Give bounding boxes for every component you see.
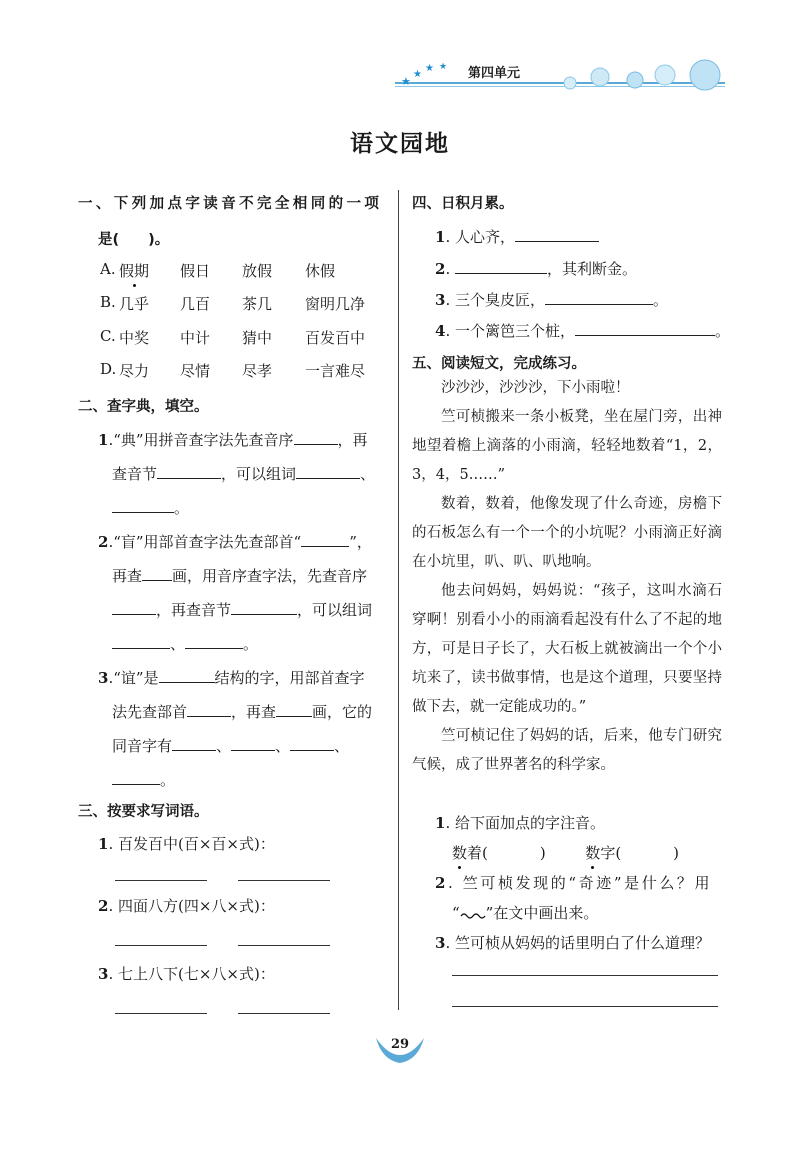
answer-blank[interactable] xyxy=(112,632,170,649)
q2-item-3-line-1: 3.“谊”是 结构的字，用部首查字 xyxy=(98,666,365,688)
q2-item-3-line-4: 。 xyxy=(112,768,175,790)
option-word: 尽孝 xyxy=(242,362,273,380)
column-divider xyxy=(398,190,399,1010)
option-word: 中计 xyxy=(180,329,211,347)
answer-line[interactable] xyxy=(115,880,207,881)
answer-line[interactable] xyxy=(452,1006,718,1007)
answer-blank[interactable] xyxy=(187,700,231,717)
svg-text:★: ★ xyxy=(425,63,434,74)
option-word: 休假 xyxy=(305,262,336,280)
stars-icon xyxy=(395,55,455,90)
q4-item-2: 2. ，其利断金。 xyxy=(435,257,637,279)
q2-item-1-line-3: 。 xyxy=(112,496,189,518)
svg-text:★: ★ xyxy=(439,62,448,72)
passage-paragraph: 数着，数着，他像发现了什么奇迹，房檐下的石板怎么有一个一个的小坑呢？小雨滴正好滴在小坑里，叭、叭、叭地响。 xyxy=(412,496,722,570)
option-word: 放假 xyxy=(242,262,273,280)
q4-item-1: 1. 人心齐， xyxy=(435,225,599,247)
answer-line[interactable] xyxy=(238,880,330,881)
dotted-char: 数 xyxy=(452,844,468,862)
svg-text:★: ★ xyxy=(413,69,422,80)
option-word: 几百 xyxy=(180,295,211,313)
answer-blank[interactable] xyxy=(112,768,160,785)
wavy-line-icon xyxy=(460,910,486,920)
option-word: 百发百中 xyxy=(305,329,366,347)
option-a xyxy=(100,260,116,278)
option-word: 几乎 xyxy=(119,295,150,313)
option-c: C. xyxy=(100,327,116,345)
option-word: 猜中 xyxy=(242,329,273,347)
q5-sub-2-line-2: “ ”在文中画出来。 xyxy=(452,904,599,922)
option-word: 尽情 xyxy=(180,362,211,380)
answer-blank[interactable] xyxy=(575,319,715,336)
q2-item-3-line-3: 同音字有 、 、 、 xyxy=(112,734,349,756)
bubbles-decoration xyxy=(560,55,730,100)
unit-title: 第四单元 xyxy=(468,66,521,81)
passage-paragraph: 他去问妈妈，妈妈说：“孩子，这叫水滴石穿啊！别看小小的雨滴看起没有什么了不起的地方，可是日子长了，大石板上就被滴出一个个小坑来了，读书做事情，也是这个道理，只要坚持做下去，就一定能成功的。” xyxy=(412,583,722,715)
q2-item-1-line-1: 1.“典”用拼音查字法先查音序 ，再 xyxy=(98,428,368,450)
q5-sub-3: 3. 竺可桢从妈妈的话里明白了什么道理？ xyxy=(435,934,710,952)
option-word: 茶几 xyxy=(242,295,273,313)
q1-title: 一、下列加点字读音不完全相同的一项 xyxy=(78,196,383,212)
option-word: 假期 xyxy=(119,262,150,280)
option-word: 窗明几净 xyxy=(305,295,366,313)
answer-blank[interactable] xyxy=(159,666,215,683)
q2-item-2-line-2: 再查 画，用音序查字法，先查音序 xyxy=(112,564,367,586)
q3-item-1: 1. 百发百中(百×百×式)： xyxy=(98,835,275,853)
option-d: D. xyxy=(100,360,117,378)
answer-blank[interactable] xyxy=(301,530,349,547)
passage-paragraph: 竺可桢搬来一条小板凳，坐在屋门旁，出神地望着檐上滴落的小雨滴，轻轻地数着“1，2，3，4，5……” xyxy=(412,409,722,483)
q3-title: 三、按要求写词语。 xyxy=(78,804,209,820)
answer-line[interactable] xyxy=(238,945,330,946)
q5-title: 五、阅读短文，完成练习。 xyxy=(412,356,586,372)
q4-title: 四、日积月累。 xyxy=(412,196,514,212)
option-b: B. xyxy=(100,293,116,311)
option-word: 中奖 xyxy=(119,329,150,347)
answer-line[interactable] xyxy=(452,975,718,976)
svg-text:★: ★ xyxy=(401,75,411,88)
answer-blank[interactable] xyxy=(455,257,547,274)
q5-sub-2: 2. 竺可桢发现的“奇迹”是什么？用 xyxy=(435,874,713,892)
q2-item-2-line-3: ，再查音节 ，可以组词 xyxy=(112,598,372,620)
answer-line[interactable] xyxy=(115,1013,207,1014)
q4-item-3: 3. 三个臭皮匠， 。 xyxy=(435,288,668,310)
option-word: 尽力 xyxy=(119,362,150,380)
dotted-char: 数 xyxy=(585,844,601,862)
option-label: A. xyxy=(100,260,116,278)
q3-item-3: 3. 七上八下(七×八×式)： xyxy=(98,965,275,983)
reading-passage xyxy=(412,374,722,780)
q2-item-2-line-4: 、 。 xyxy=(112,632,258,654)
answer-blank[interactable] xyxy=(185,632,243,649)
answer-blank[interactable] xyxy=(157,462,221,479)
q2-item-2-line-1: 2.“盲”用部首查字法先查部首“ ”， xyxy=(98,530,372,552)
answer-blank[interactable] xyxy=(294,428,338,445)
answer-blank[interactable] xyxy=(296,462,360,479)
answer-blank[interactable] xyxy=(290,734,334,751)
answer-blank[interactable] xyxy=(231,598,297,615)
answer-blank[interactable] xyxy=(142,564,172,581)
answer-blank[interactable] xyxy=(112,496,174,513)
answer-blank[interactable] xyxy=(515,225,599,242)
q2-item-1-line-2: 查音节 ，可以组词 、 xyxy=(112,462,375,484)
answer-line[interactable] xyxy=(238,1013,330,1014)
answer-blank[interactable] xyxy=(276,700,312,717)
page-number: 29 xyxy=(390,1037,410,1052)
passage-paragraph: 沙沙沙，沙沙沙，下小雨啦！ xyxy=(441,380,630,396)
answer-blank[interactable] xyxy=(231,734,275,751)
page-title: 语文园地 xyxy=(350,130,450,157)
passage-paragraph: 竺可桢记住了妈妈的话，后来，他专门研究气候，成了世界著名的科学家。 xyxy=(412,728,722,773)
q3-item-2: 2. 四面八方(四×八×式)： xyxy=(98,897,275,915)
answer-blank[interactable] xyxy=(112,598,156,615)
q1-title-2: 是( )。 xyxy=(98,232,170,248)
option-word: 一言难尽 xyxy=(305,362,366,380)
q5-sub-1: 1. 给下面加点的字注音。 xyxy=(435,814,605,832)
option-word: 假日 xyxy=(180,262,211,280)
answer-blank[interactable] xyxy=(172,734,216,751)
answer-blank[interactable] xyxy=(545,288,653,305)
q4-item-4: 4. 一个篱笆三个桩， 。 xyxy=(435,319,730,341)
q5-sub-1-answers: 数着( ) 数字( ) xyxy=(452,844,680,862)
answer-line[interactable] xyxy=(115,945,207,946)
q2-title: 二、查字典，填空。 xyxy=(78,399,209,415)
q2-item-3-line-2: 法先查部首 ，再查 画，它的 xyxy=(112,700,372,722)
